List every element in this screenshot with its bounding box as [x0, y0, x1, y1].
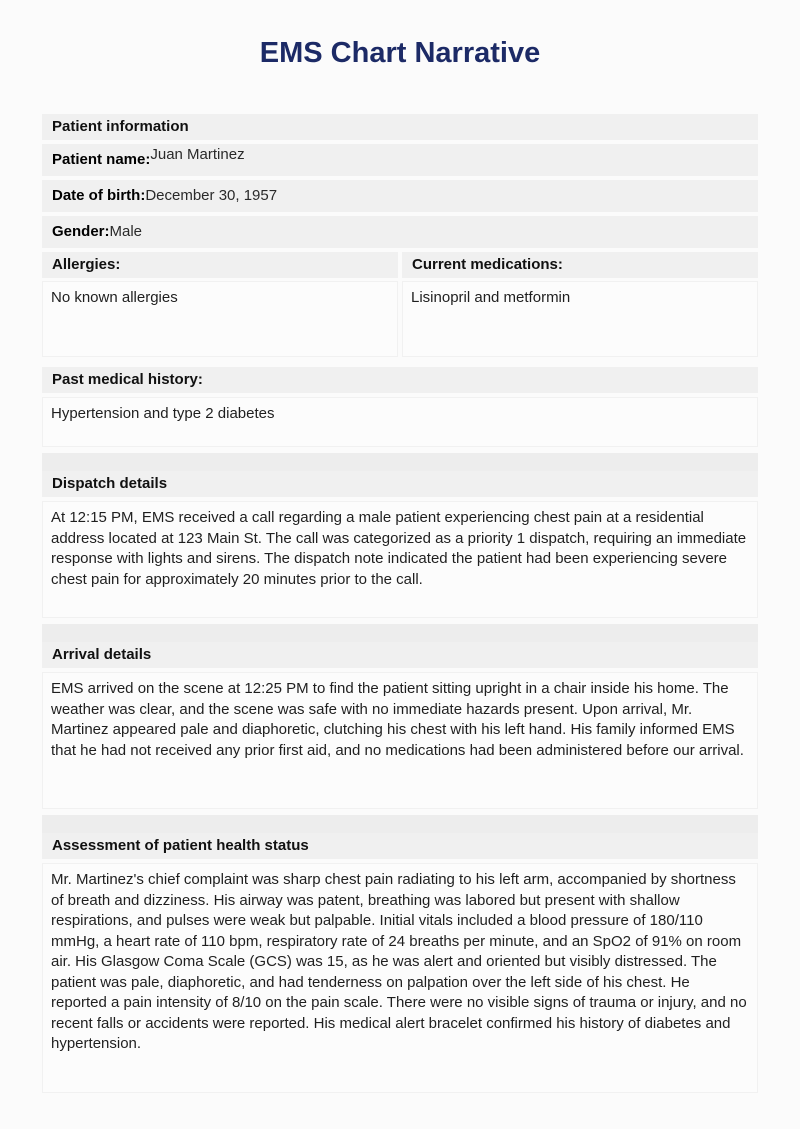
allergies-medications-row [42, 252, 758, 357]
allergies-column [42, 252, 398, 357]
date-of-birth-label: Date of birth: [52, 187, 146, 204]
patient-name-value: Juan Martinez [150, 146, 245, 163]
assessment-header: Assessment of patient health status [42, 833, 758, 859]
current-medications-value: Lisinopril and metformin [402, 281, 758, 357]
patient-information-header: Patient information [42, 114, 758, 140]
current-medications-column [402, 252, 758, 357]
arrival-details-body: EMS arrived on the scene at 12:25 PM to find the patient sitting upright in a chair inside his home. The weather was clear, and the scene was safe with no immediate hazards present. Upon arrival, Mr. Martinez appeared pale and diaphoretic, clutching his chest with his left hand. His family informed EMS that he had not received any prior first aid, and no medications had been administered before our arrival. [42, 672, 758, 809]
past-medical-history-value: Hypertension and type 2 diabetes [42, 397, 758, 447]
gender-label: Gender: [52, 223, 110, 240]
date-of-birth-row [42, 180, 758, 212]
gender-value: Male [109, 223, 143, 240]
assessment-body: Mr. Martinez's chief complaint was sharp chest pain radiating to his left arm, accompanied by shortness of breath and dizziness. His airway was patent, breathing was labored but present with shallow respirations, and pulses were weak but palpable. Initial vitals included a blood pressure of 180/110 mmHg, a heart rate of 110 bpm, respiratory rate of 24 breaths per minute, and an SpO2 of 91% on room air. His Glasgow Coma Scale (GCS) was 15, as he was alert and oriented but visibly distressed. The patient was pale, diaphoretic, and had tenderness on palpation over the left side of his chest. He reported a pain intensity of 8/10 on the pain scale. There were no visible signs of trauma or injury, and no recent falls or accidents were reported. His medical alert bracelet confirmed his history of diabetes and hypertension. [42, 863, 758, 1093]
page-title: EMS Chart Narrative [259, 37, 541, 69]
current-medications-header: Current medications: [402, 252, 758, 278]
allergies-value: No known allergies [42, 281, 398, 357]
patient-information-section [42, 114, 758, 447]
allergies-header: Allergies: [42, 252, 398, 278]
section-divider [42, 453, 758, 471]
section-divider [42, 815, 758, 833]
dispatch-details-body: At 12:15 PM, EMS received a call regarding a male patient experiencing chest pain at a residential address located at 123 Main St. The call was categorized as a priority 1 dispatch, requiring an immediate response with lights and sirens. The dispatch note indicated the patient had been experiencing severe chest pain for approximately 20 minutes prior to the call. [42, 501, 758, 618]
patient-name-label: Patient name: [52, 151, 151, 168]
arrival-details-header: Arrival details [42, 642, 758, 668]
patient-name-row [42, 144, 758, 176]
section-divider [42, 624, 758, 642]
arrival-details-section [42, 642, 758, 809]
gender-row [42, 216, 758, 248]
dispatch-details-header: Dispatch details [42, 471, 758, 497]
dispatch-details-section [42, 471, 758, 618]
date-of-birth-value: December 30, 1957 [145, 187, 278, 204]
document [42, 36, 758, 1093]
past-medical-history-header: Past medical history: [42, 367, 758, 393]
assessment-section [42, 833, 758, 1093]
